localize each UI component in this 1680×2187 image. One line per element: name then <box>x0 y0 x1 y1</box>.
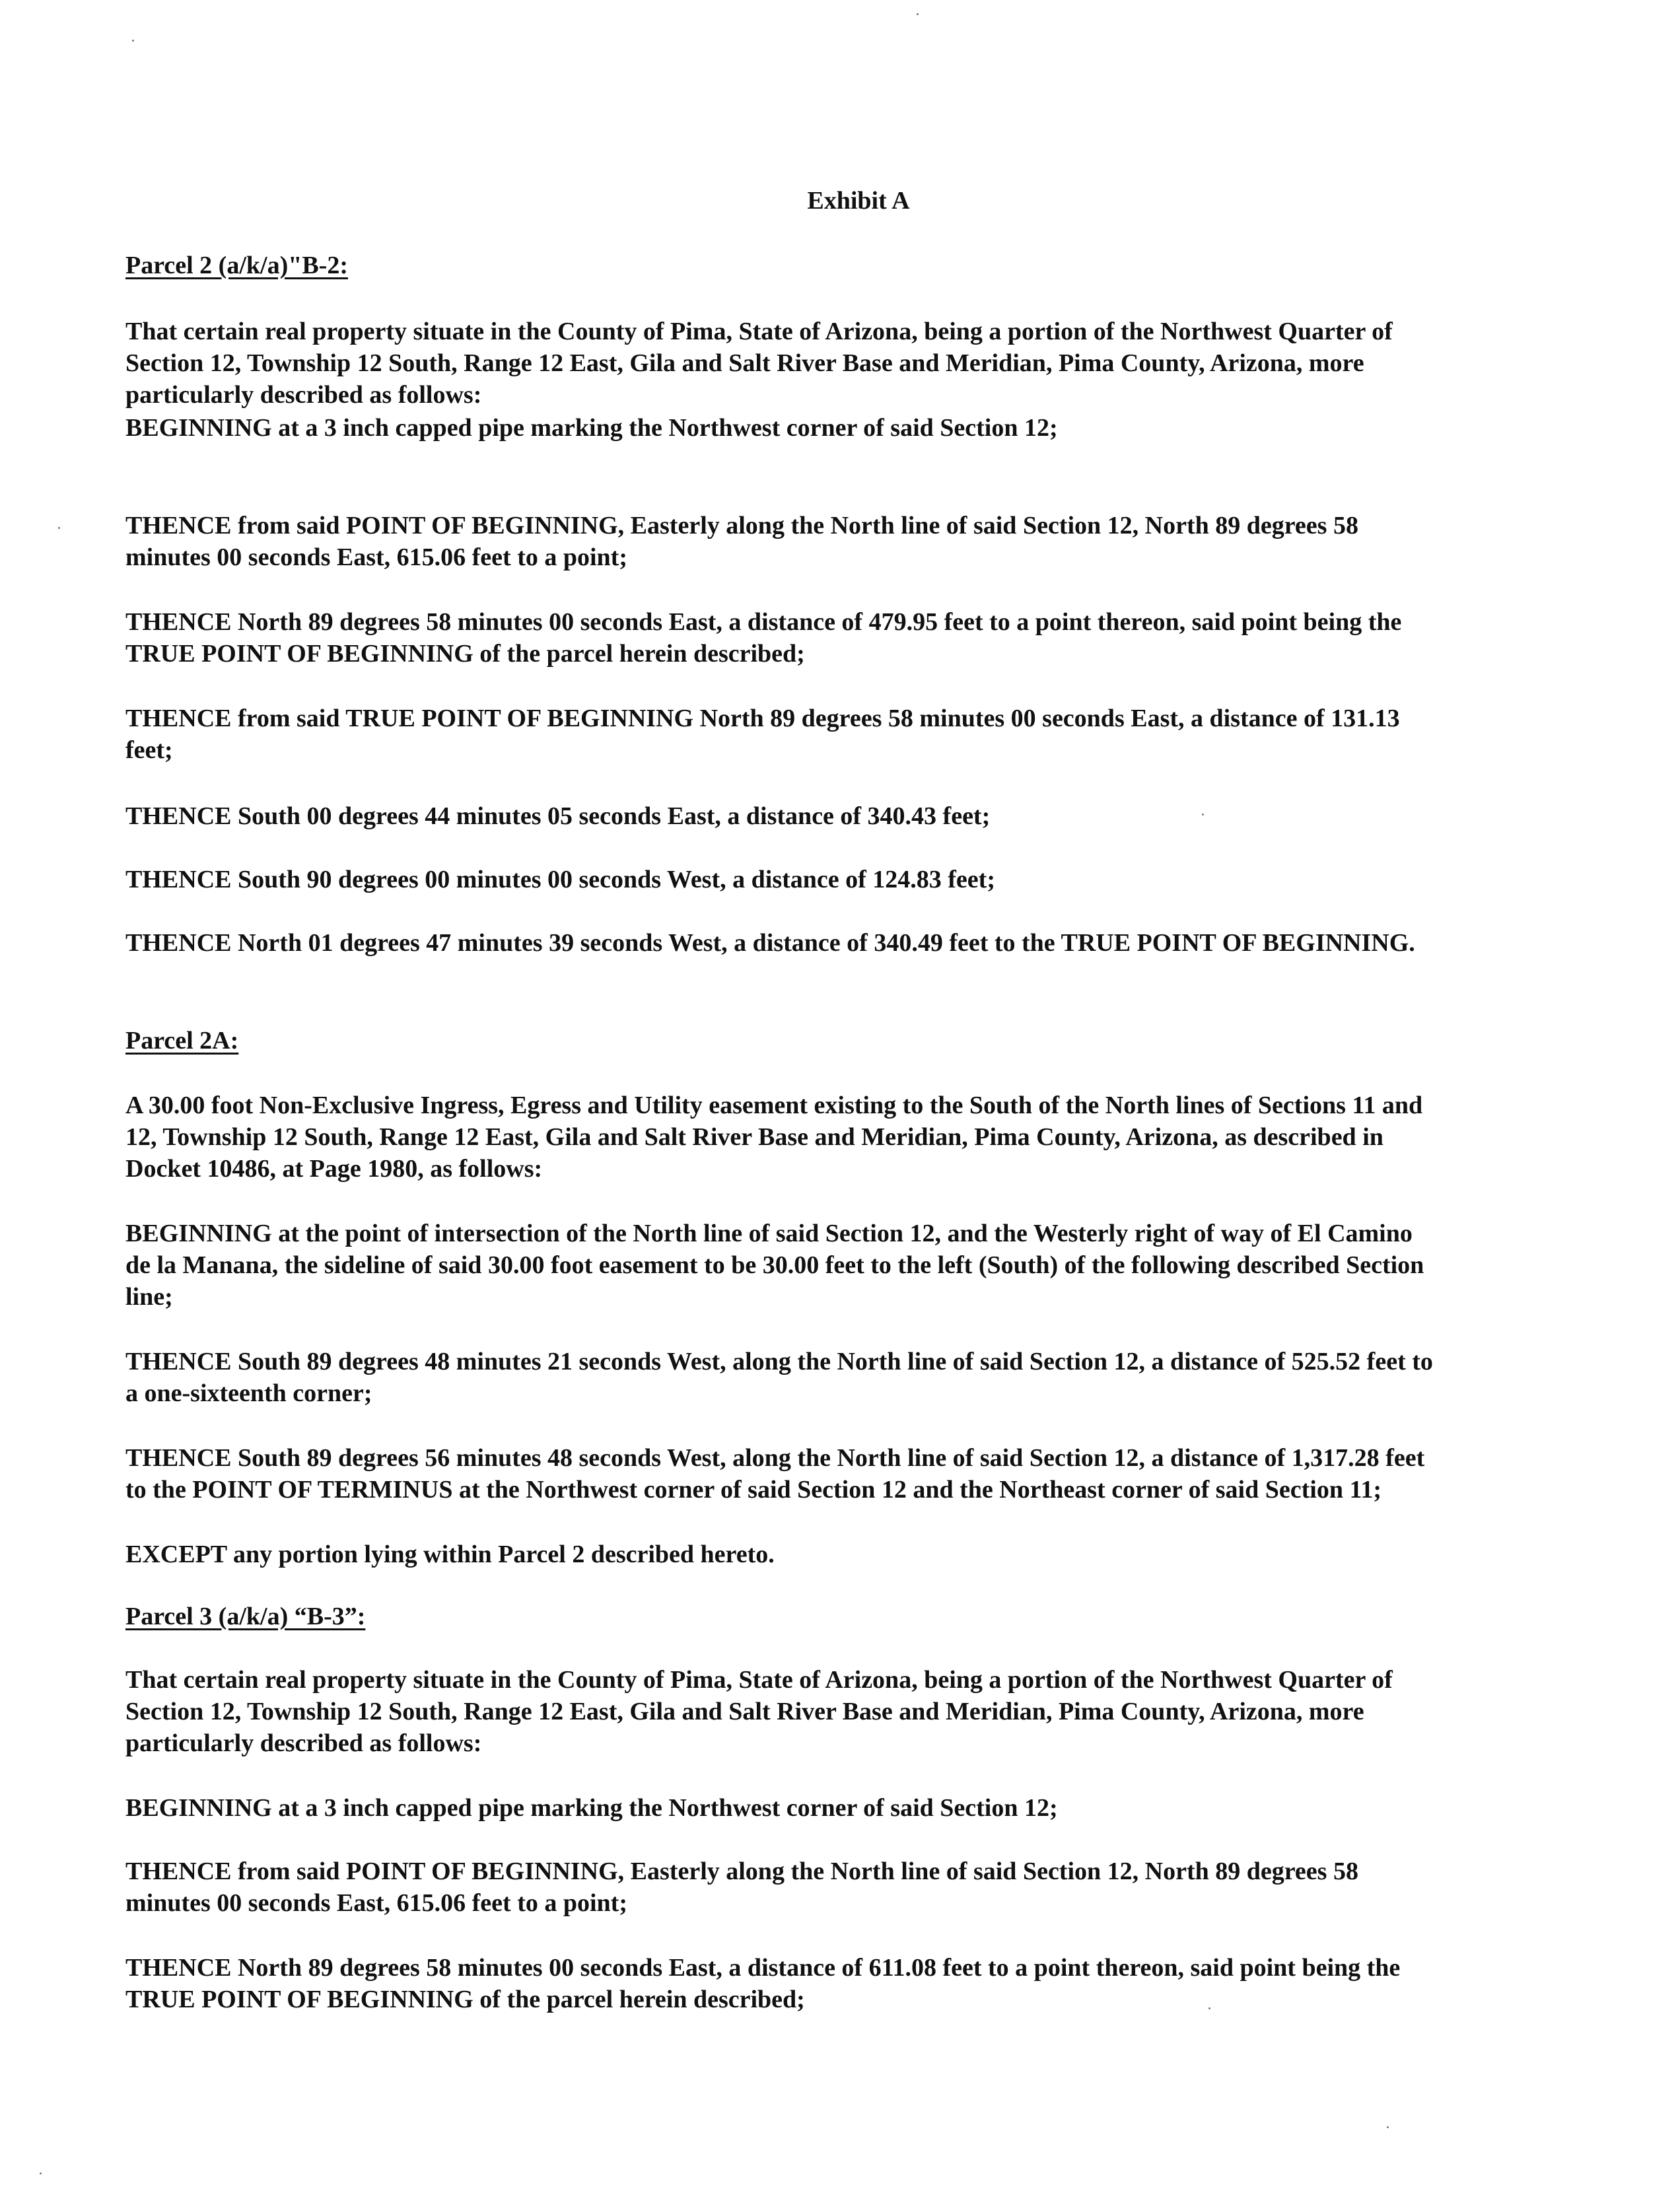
parcel-2a-course-1: THENCE South 89 degrees 48 minutes 21 seconds West, along the North line of said Section 12, a distance of 525.52 feet to a one-sixteenth corner; <box>125 1348 1433 1407</box>
parcel-2-course-1: THENCE from said POINT OF BEGINNING, Easterly along the North line of said Section 12, North 89 degrees 58 minutes 00 seconds East, 615.06 feet to a point; <box>125 512 1358 571</box>
parcel-3-description: That certain real property situate in the County of Pima, State of Arizona, being a portion of the Northwest Quarter of Section 12, Township 12 South, Range 12 East, Gila and Salt River Base and Meridian, Pima County, Arizona, more particularly described as follows: <box>125 1666 1393 1757</box>
parcel-3-beginning: BEGINNING at a 3 inch capped pipe marking the Northwest corner of said Section 12; <box>125 1794 1058 1822</box>
parcel-2-heading: Parcel 2 (a/k/a)"B-2: <box>125 252 348 279</box>
parcel-2a-description: A 30.00 foot Non-Exclusive Ingress, Egress and Utility easement existing to the South of the North lines of Sections 11 and 12, Township 12 South, Range 12 East, Gila and Salt River Base and Meridian, Pima County, Arizona, as described in Docket 10486, at Page 1980, as follows: <box>125 1092 1423 1183</box>
parcel-2-course-6: THENCE North 01 degrees 47 minutes 39 seconds West, a distance of 340.49 feet to the TRUE POINT OF BEGINNING. <box>125 929 1415 957</box>
scan-speck <box>132 40 134 42</box>
parcel-2a-heading: Parcel 2A: <box>125 1027 239 1055</box>
scan-speck <box>1202 814 1204 816</box>
scan-speck <box>58 527 60 529</box>
scan-speck <box>917 13 919 15</box>
parcel-3-course-1: THENCE from said POINT OF BEGINNING, Easterly along the North line of said Section 12, North 89 degrees 58 minutes 00 seconds East, 615.06 feet to a point; <box>125 1857 1358 1917</box>
parcel-2-course-5: THENCE South 90 degrees 00 minutes 00 seconds West, a distance of 124.83 feet; <box>125 866 995 893</box>
parcel-2-course-3: THENCE from said TRUE POINT OF BEGINNING North 89 degrees 58 minutes 00 seconds East, a distance of 131.13 feet; <box>125 705 1400 764</box>
parcel-2-course-4: THENCE South 00 degrees 44 minutes 05 seconds East, a distance of 340.43 feet; <box>125 802 991 830</box>
scan-speck <box>1387 2126 1389 2128</box>
parcel-3-heading: Parcel 3 (a/k/a) “B-3”: <box>125 1603 366 1630</box>
parcel-2-beginning: BEGINNING at a 3 inch capped pipe marking the Northwest corner of said Section 12; <box>125 414 1058 442</box>
parcel-2-course-2: THENCE North 89 degrees 58 minutes 00 seconds East, a distance of 479.95 feet to a point thereon, said point being the TRUE POINT OF BEGINNING of the parcel herein described; <box>125 608 1402 668</box>
parcel-2a-beginning: BEGINNING at the point of intersection of the North line of said Section 12, and the Westerly right of way of El Camino de la Manana, the sideline of said 30.00 foot easement to be 30.00 feet to the left (South) of the following described Section line; <box>125 1220 1424 1311</box>
document-title: Exhibit A <box>807 187 910 215</box>
parcel-3-course-2: THENCE North 89 degrees 58 minutes 00 seconds East, a distance of 611.08 feet to a point thereon, said point being the TRUE POINT OF BEGINNING of the parcel herein described; <box>125 1954 1401 2013</box>
parcel-2a-exception: EXCEPT any portion lying within Parcel 2 described hereto. <box>125 1541 775 1568</box>
parcel-2a-course-2: THENCE South 89 degrees 56 minutes 48 seconds West, along the North line of said Section 12, a distance of 1,317.28 feet to the POINT OF TERMINUS at the Northwest corner of said Section 12 and the Northeast corner of said Section 11; <box>125 1444 1425 1504</box>
scan-speck <box>40 2172 42 2174</box>
scan-speck <box>1208 2007 1210 2009</box>
parcel-2-description: That certain real property situate in the County of Pima, State of Arizona, being a portion of the Northwest Quarter of Section 12, Township 12 South, Range 12 East, Gila and Salt River Base and Meridian, Pima County, Arizona, more particularly described as follows: <box>125 318 1393 409</box>
